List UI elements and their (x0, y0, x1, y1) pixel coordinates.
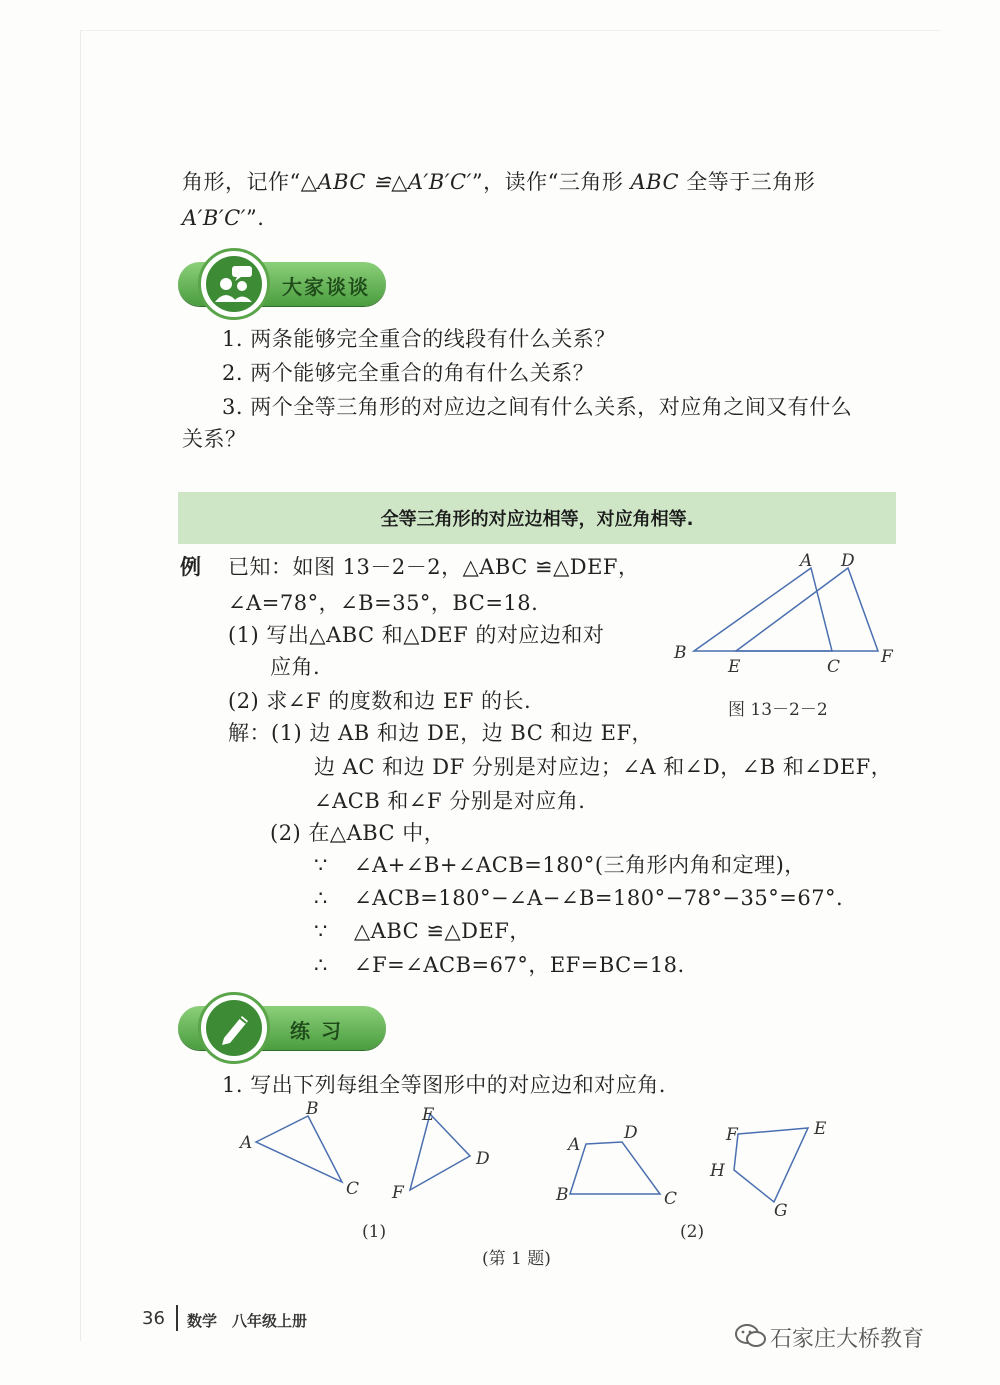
intro-text-d: ”. (245, 206, 265, 230)
discussion-q3a: 3. 两个全等三角形的对应边之间有什么关系，对应角之间又有什么 (222, 395, 853, 419)
wechat-icon (735, 1322, 767, 1350)
ex1-label-e: E (422, 1105, 435, 1125)
triangle-edf-small (410, 1114, 470, 1190)
step4-text: ∠F=∠ACB=67°，EF=BC=18. (354, 953, 685, 977)
discussion-q2: 2. 两个能够完全重合的角有什么关系？ (222, 361, 595, 385)
intro-math-b: A′B′C′ (182, 206, 246, 230)
step3-text: △ABC ≌△DEF， (354, 919, 531, 943)
fig-label-e: E (728, 657, 741, 677)
intro-line-2 (182, 203, 264, 233)
step3-symbol: ∵ (314, 919, 328, 943)
solution-1a: 解：(1) 边 AB 和边 DE，边 BC 和边 EF， (228, 721, 654, 745)
intro-text-a: 角形，记作“ (182, 170, 301, 194)
ex2-label-c: C (664, 1189, 678, 1209)
ex2-label-d: D (624, 1123, 638, 1143)
ex1-label-a: A (240, 1133, 253, 1153)
fig-label-b: B (674, 643, 687, 663)
intro-text-c: 全等于三角形 (679, 170, 816, 194)
footer-divider (176, 1305, 178, 1331)
exercise-q1: 1. 写出下列每组全等图形中的对应边和对应角. (222, 1073, 666, 1097)
step1-symbol: ∵ (314, 853, 328, 877)
step4-symbol: ∴ (314, 953, 328, 977)
watermark-text: 石家庄大桥教育 (770, 1327, 925, 1352)
step2-symbol: ∴ (314, 886, 328, 910)
exercise-sub-2: (2) (680, 1222, 705, 1242)
ex2-label-b: B (556, 1185, 569, 1205)
step2-text: ∠ACB=180°−∠A−∠B=180°−78°−35°=67°. (354, 886, 844, 910)
theorem-text: 全等三角形的对应边相等，对应角相等. (380, 509, 694, 530)
exercise-sub-1: (1) (362, 1222, 387, 1242)
example-given-2: ∠A=78°，∠B=35°，BC=18. (228, 591, 539, 615)
triangle-abc-small (256, 1116, 342, 1182)
solution-2: (2) 在△ABC 中， (270, 821, 446, 845)
exercise-title: 练 习 (290, 1019, 343, 1043)
step1-text: ∠A+∠B+∠ACB=180°(三角形内角和定理)， (354, 853, 806, 877)
discussion-q3b: 关系？ (182, 427, 247, 451)
example-part2: (2) 求∠F 的度数和边 EF 的长. (228, 689, 532, 713)
discussion-q1: 1. 两条能够完全重合的线段有什么关系？ (222, 327, 616, 351)
solution-1b: 边 AC 和边 DF 分别是对应边；∠A 和∠D，∠B 和∠DEF， (314, 755, 893, 779)
exercise-figure-1 (230, 1100, 510, 1210)
discussion-icon-badge (198, 248, 270, 320)
ex1-label-d: D (476, 1149, 490, 1169)
ex1-label-f: F (392, 1183, 404, 1203)
ex1-label-c: C (346, 1179, 360, 1199)
fig-label-a: A (800, 552, 813, 571)
ex1-label-b: B (306, 1100, 319, 1119)
ex2-label-f: F (726, 1125, 738, 1145)
example-label: 例 (180, 555, 202, 579)
quadrilateral-abcd (570, 1142, 660, 1194)
triangle-abc (694, 568, 832, 651)
page-number: 36 (142, 1308, 165, 1329)
intro-abc: ABC (630, 170, 680, 194)
discussion-title: 大家谈谈 (282, 275, 370, 299)
example-part1a: (1) 写出△ABC 和△DEF 的对应边和对 (228, 623, 605, 647)
exercise-icon-badge (198, 992, 270, 1064)
quadrilateral-fegh (734, 1128, 808, 1202)
fig-label-c: C (827, 657, 841, 677)
intro-text-b: ”，读作“三角形 (471, 170, 631, 194)
figure-main-caption: 图 13－2－2 (728, 700, 828, 720)
theorem-band (178, 492, 896, 544)
exercise-figure-2 (548, 1112, 838, 1222)
people-talking-icon (212, 264, 256, 304)
ex2-label-g: G (774, 1201, 788, 1221)
ex2-label-a: A (568, 1135, 581, 1155)
fig-label-d: D (841, 552, 855, 571)
solution-1c: ∠ACB 和∠F 分别是对应角. (314, 789, 586, 813)
book-title: 数学 八年级上册 (187, 1312, 308, 1330)
intro-math-a: △ABC ≌△A′B′C′ (300, 170, 472, 194)
intro-line-1 (182, 167, 815, 197)
ex2-label-e: E (814, 1119, 827, 1139)
pencil-icon (214, 1008, 254, 1048)
figure-13-2-2 (668, 552, 908, 682)
triangle-def (736, 568, 878, 651)
fig-label-f: F (881, 647, 893, 667)
example-part1b: 应角. (270, 655, 321, 679)
example-given-1: 已知：如图 13－2－2，△ABC ≌△DEF， (228, 555, 640, 579)
exercise-caption: (第 1 题) (482, 1249, 551, 1269)
ex2-label-h: H (710, 1161, 725, 1181)
